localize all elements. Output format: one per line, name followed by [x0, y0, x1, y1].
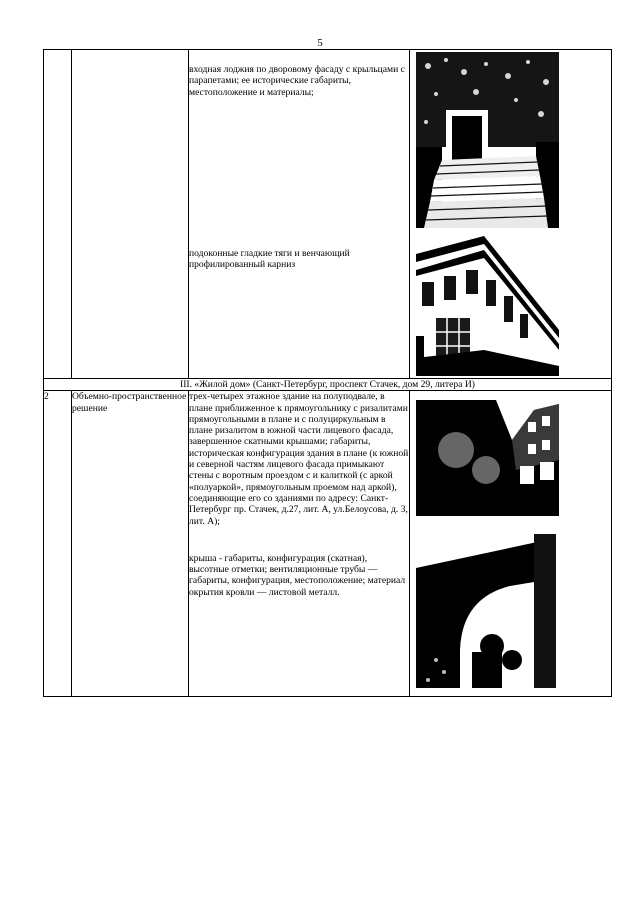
facade-cornice-photo: [416, 236, 559, 376]
description-cell: [189, 50, 410, 379]
number-cell: 2: [44, 391, 72, 697]
number-cell: [44, 50, 72, 379]
section-title: III. «Жилой дом» (Санкт-Петербург, проспект Стачек, дом 29, литера И): [44, 379, 612, 391]
description-text: входная лоджия по дворовому фасаду с крыльцами с парапетами; ее исторические габариты, местоположение и материалы;: [189, 64, 405, 98]
photo-cell: [410, 50, 612, 379]
description-text: трех-четырех этажное здание на полуподвале, в плане приближенное к прямоугольнику с ризалитами прямоугольными в плане и с полуциркульным в плане ризалитом в южной части лицевого фасада, завершенное скатными крышами; габариты, историческая конфигурация здания в плане (к южной и северной частям лицевого фасада примыкают стены с воротным проездом с и калиткой (с аркой «полуаркой», прямоугольным проемом над аркой), соединяющие его со зданиями по адресу: Санкт-Петербург пр. Стачек, д.27, лит. А, ул.Белоусова, д. 3, лит. А);: [189, 391, 409, 527]
page-number: 5: [317, 37, 323, 49]
description-cell: [189, 391, 410, 697]
protected-elements-table: [43, 49, 612, 697]
photo-cell: [410, 391, 612, 697]
loggia-stairs-photo: [416, 52, 559, 228]
description-text: крыша - габариты, конфигурация (скатная), высотные отметки; вентиляционные трубы — габариты, конфигурация, местоположение; материал окрытия кровли — листовой металл.: [189, 552, 406, 598]
gate-arch-photo: [416, 534, 556, 688]
label-cell: [72, 50, 189, 379]
table-row: [44, 50, 612, 379]
label-cell: Объемно-пространственное решение: [72, 391, 189, 697]
table-row: [44, 391, 612, 697]
description-text: подоконные гладкие тяги и венчающий профилированный карниз: [189, 247, 350, 271]
building-courtyard-photo: [416, 400, 559, 516]
section-title-row: [44, 379, 612, 391]
